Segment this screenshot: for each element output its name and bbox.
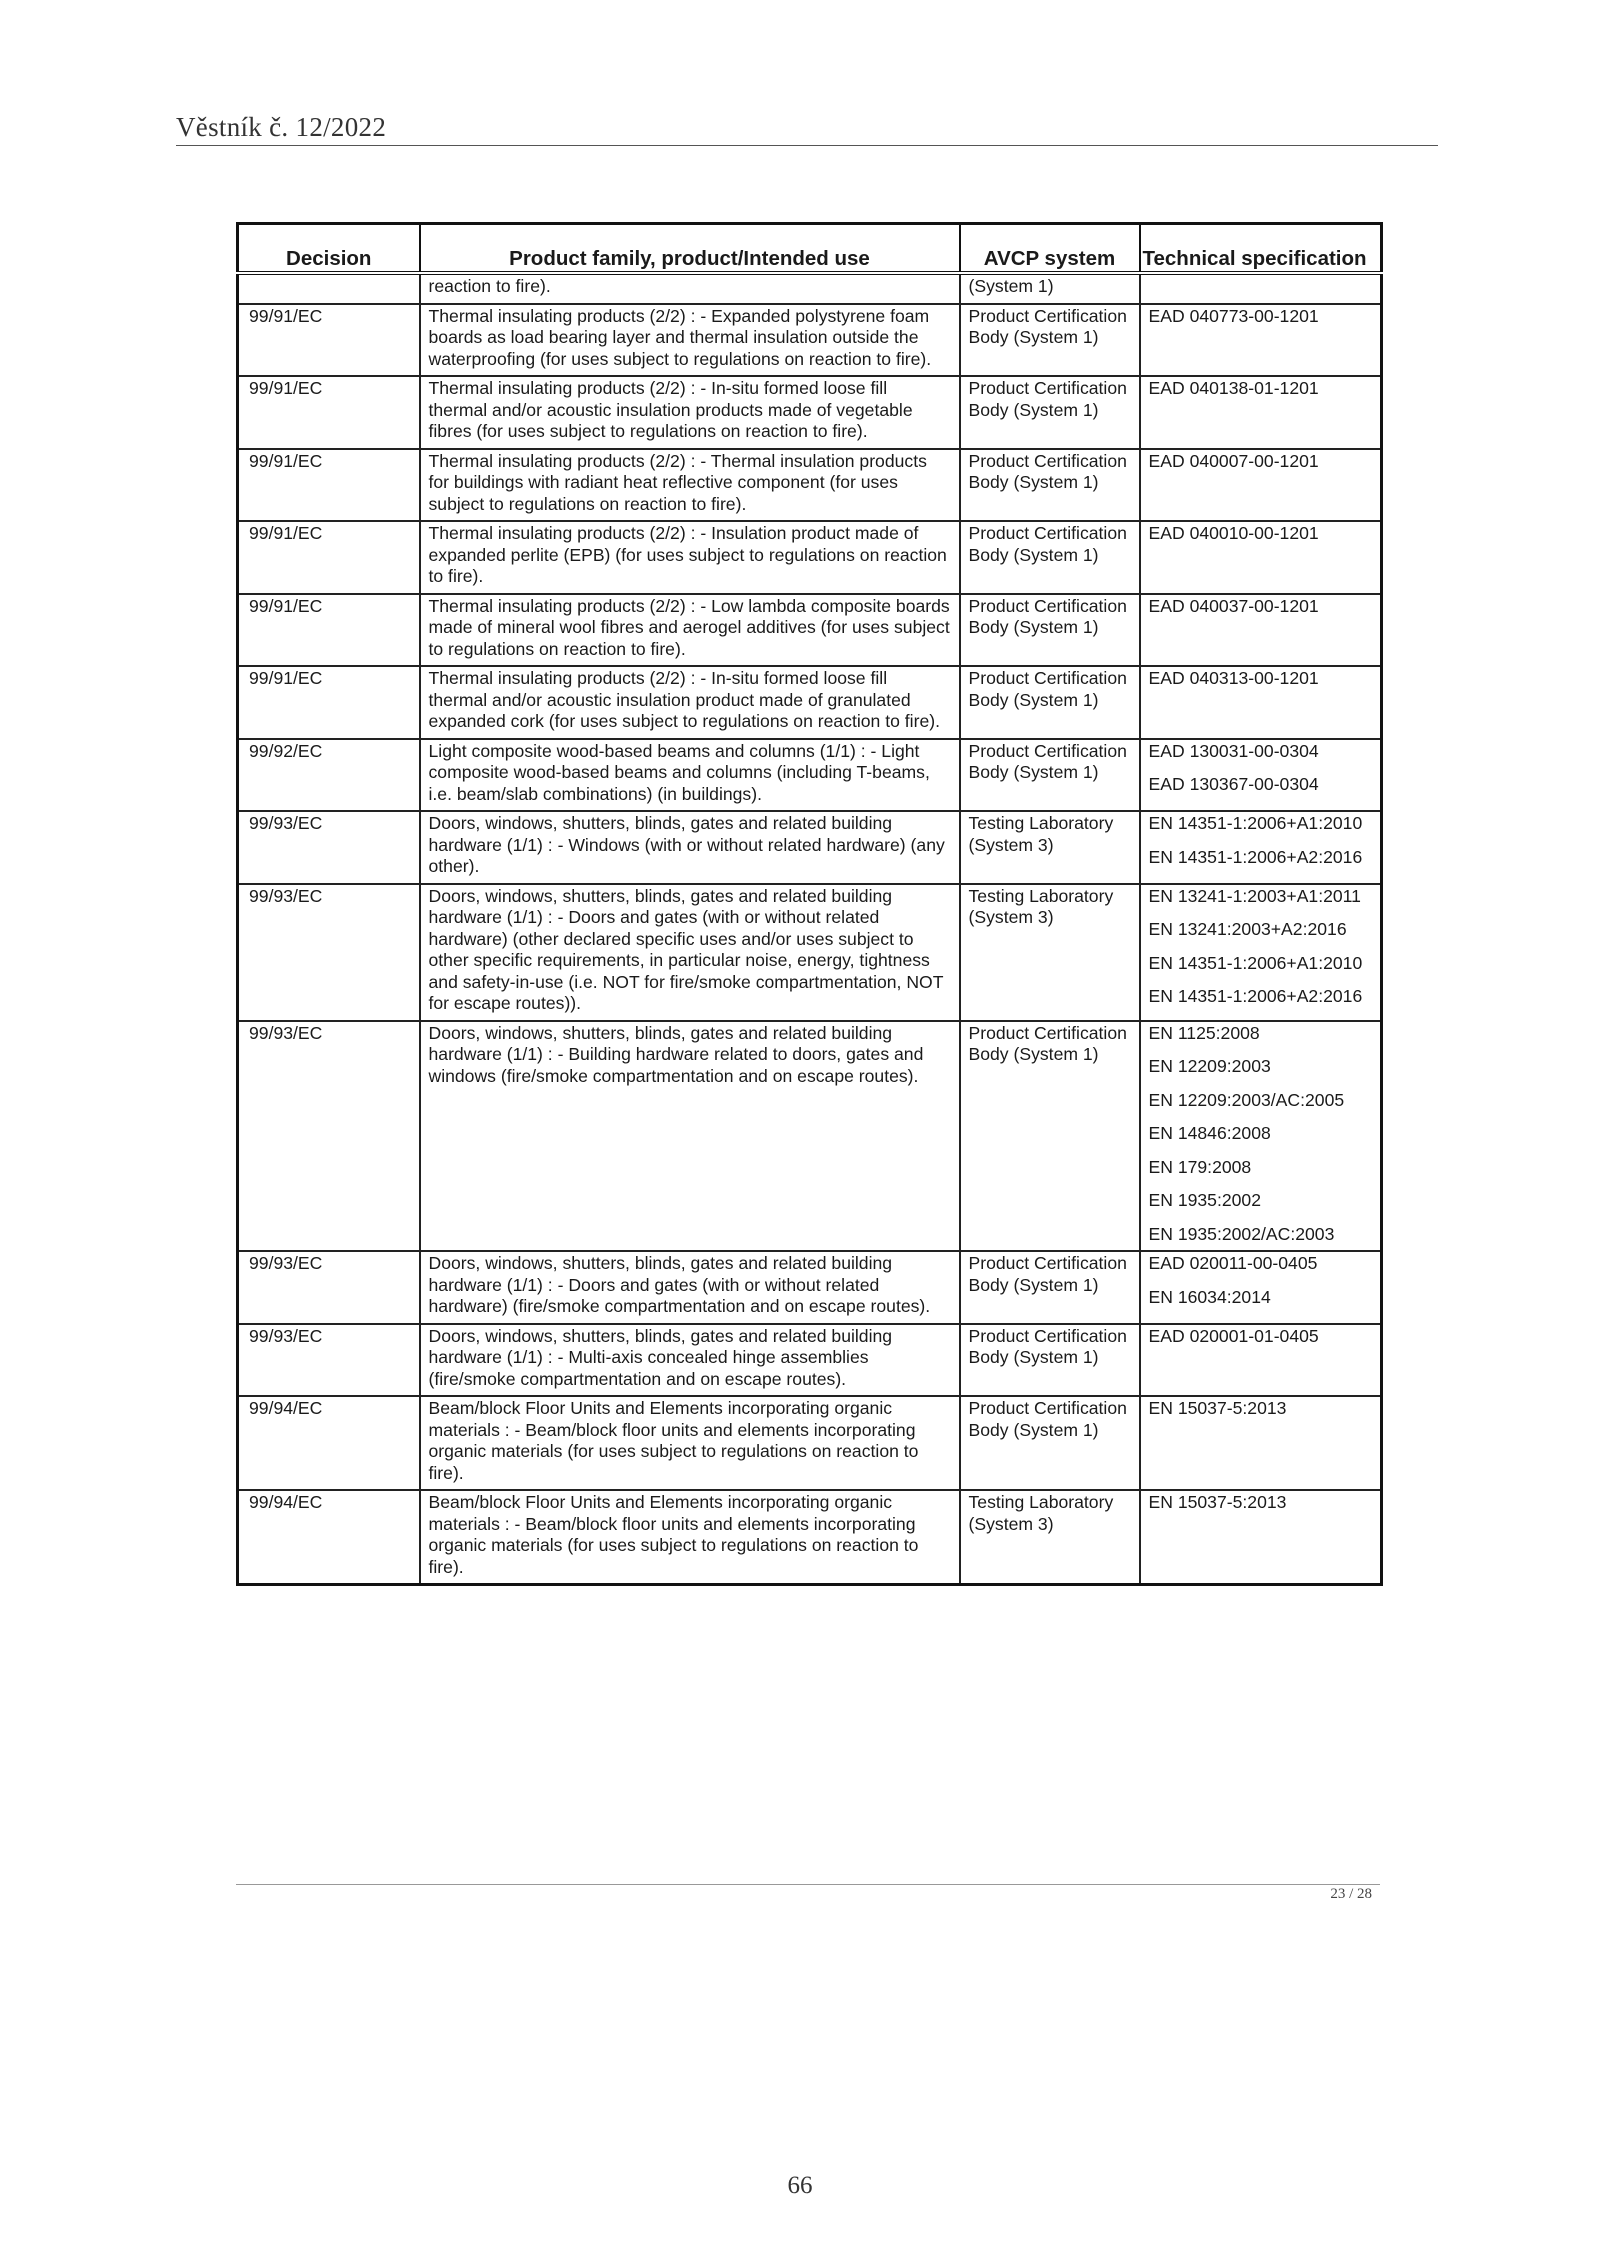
column-header-decision: Decision <box>238 224 420 274</box>
decision-cell: 99/91/EC <box>238 594 420 667</box>
product-cell: Beam/block Floor Units and Elements incorporating organic materials : - Beam/block floor units and elements incorporating organic materials (for uses subject to regulations on reaction to fire). <box>420 1396 960 1490</box>
spec-entry: EAD 040007-00-1201 <box>1148 450 1319 471</box>
product-cell: Thermal insulating products (2/2) : - Expanded polystyrene foam boards as load bearing layer and thermal insulation outside the waterproofing (for uses subject to regulations on reaction to fire). <box>420 304 960 377</box>
spec-entry: EN 15037-5:2013 <box>1148 1492 1287 1512</box>
product-cell: Thermal insulating products (2/2) : - In-situ formed loose fill thermal and/or acoustic insulation product made of granulated expanded cork (for uses subject to regulations on reaction to fire). <box>420 666 960 739</box>
avcp-cell: Product Certification Body (System 1) <box>960 594 1140 667</box>
spec-entry: EAD 040773-00-1201 <box>1148 305 1319 326</box>
footer-divider <box>236 1884 1380 1885</box>
spec-entry: EN 1935:2002 <box>1148 1190 1261 1210</box>
avcp-cell: Testing Laboratory (System 3) <box>960 811 1140 884</box>
spec-entry: EAD 040313-00-1201 <box>1148 668 1319 688</box>
decision-cell: 99/91/EC <box>238 666 420 739</box>
product-cell: Doors, windows, shutters, blinds, gates and related building hardware (1/1) : - Multi-axis concealed hinge assemblies (fire/smoke compartmentation and on escape routes). <box>420 1324 960 1397</box>
spec-entry: EN 16034:2014 <box>1148 1286 1271 1307</box>
spec-entry: EN 1935:2002/AC:2003 <box>1148 1223 1335 1244</box>
spec-entry: EN 13241:2003+A2:2016 <box>1148 919 1347 939</box>
table-header-row <box>238 224 1382 274</box>
spec-entry: EAD 130367-00-0304 <box>1148 774 1319 794</box>
technical-spec-cell <box>1140 376 1382 449</box>
spec-entry: EAD 040138-01-1201 <box>1148 378 1319 398</box>
table-row <box>238 594 1382 667</box>
technical-spec-cell <box>1140 594 1382 667</box>
table-row <box>238 739 1382 812</box>
page-number: 66 <box>787 2172 813 2199</box>
table-row <box>238 1251 1382 1324</box>
column-header-technical-spec: Technical specification <box>1140 224 1382 274</box>
decision-cell <box>238 273 420 304</box>
table-row <box>238 1396 1382 1490</box>
journal-title: Věstník č. 12/2022 <box>176 112 387 142</box>
avcp-cell: Product Certification Body (System 1) <box>960 1396 1140 1490</box>
technical-spec-cell <box>1140 1251 1382 1324</box>
spec-entry: EN 15037-5:2013 <box>1148 1398 1287 1418</box>
table-row <box>238 449 1382 522</box>
product-cell: Doors, windows, shutters, blinds, gates and related building hardware (1/1) : - Building hardware related to doors, gates and windows (fire/smoke compartmentation and on escape routes). <box>420 1021 960 1252</box>
spec-entry: EN 12209:2003 <box>1148 1056 1271 1076</box>
technical-spec-cell <box>1140 739 1382 812</box>
technical-spec-cell <box>1140 811 1382 884</box>
avcp-cell: Product Certification Body (System 1) <box>960 304 1140 377</box>
product-cell: Thermal insulating products (2/2) : - Low lambda composite boards made of mineral wool fibres and aerogel additives (for uses subject to regulations on reaction to fire). <box>420 594 960 667</box>
product-cell: Doors, windows, shutters, blinds, gates and related building hardware (1/1) : - Doors and gates (with or without related hardware) (fire/smoke compartmentation and on escape routes). <box>420 1251 960 1324</box>
decision-cell: 99/91/EC <box>238 449 420 522</box>
avcp-cell: Testing Laboratory (System 3) <box>960 1490 1140 1585</box>
decision-cell: 99/92/EC <box>238 739 420 812</box>
table-row <box>238 884 1382 1021</box>
avcp-cell: Product Certification Body (System 1) <box>960 666 1140 739</box>
avcp-cell: Testing Laboratory (System 3) <box>960 884 1140 1021</box>
technical-spec-cell <box>1140 666 1382 739</box>
avcp-cell: Product Certification Body (System 1) <box>960 739 1140 812</box>
table-row <box>238 1324 1382 1397</box>
column-header-product: Product family, product/Intended use <box>420 224 960 274</box>
table-row <box>238 1490 1382 1585</box>
product-cell: Thermal insulating products (2/2) : - In-situ formed loose fill thermal and/or acoustic insulation products made of vegetable fibres (for uses subject to regulations on reaction to fire). <box>420 376 960 449</box>
avcp-cell: (System 1) <box>960 273 1140 304</box>
avcp-cell: Product Certification Body (System 1) <box>960 1251 1140 1324</box>
specifications-table <box>236 222 1383 1586</box>
table-row <box>238 811 1382 884</box>
table-row <box>238 376 1382 449</box>
product-cell: reaction to fire). <box>420 273 960 304</box>
product-cell: Doors, windows, shutters, blinds, gates and related building hardware (1/1) : - Windows (with or without related hardware) (any other). <box>420 811 960 884</box>
spec-entry: EN 12209:2003/AC:2005 <box>1148 1089 1345 1110</box>
avcp-cell: Product Certification Body (System 1) <box>960 1324 1140 1397</box>
decision-cell: 99/94/EC <box>238 1396 420 1490</box>
spec-entry: EN 179:2008 <box>1148 1156 1252 1177</box>
product-cell: Doors, windows, shutters, blinds, gates and related building hardware (1/1) : - Doors and gates (with or without related hardware) (other declared specific uses and/or uses subject to other specific requirements, in particular noise, energy, tightness and safety-in-use (i.e. NOT for fire/smoke compartmentation, NOT for escape routes)). <box>420 884 960 1021</box>
spec-entry: EN 14351-1:2006+A2:2016 <box>1148 986 1363 1006</box>
decision-cell: 99/91/EC <box>238 521 420 594</box>
technical-spec-cell <box>1140 1490 1382 1585</box>
decision-cell: 99/93/EC <box>238 1021 420 1252</box>
decision-cell: 99/94/EC <box>238 1490 420 1585</box>
table-row <box>238 521 1382 594</box>
table-row <box>238 273 1382 304</box>
spec-entry: EN 14351-1:2006+A2:2016 <box>1148 846 1363 867</box>
header-divider <box>176 145 1438 146</box>
spec-entry: EN 14846:2008 <box>1148 1123 1271 1143</box>
table-row <box>238 666 1382 739</box>
decision-cell: 99/93/EC <box>238 1324 420 1397</box>
technical-spec-cell <box>1140 521 1382 594</box>
technical-spec-cell <box>1140 1324 1382 1397</box>
technical-spec-cell <box>1140 273 1382 304</box>
table-body <box>238 273 1382 1585</box>
avcp-cell: Product Certification Body (System 1) <box>960 521 1140 594</box>
column-header-avcp: AVCP system <box>960 224 1140 274</box>
product-cell: Thermal insulating products (2/2) : - Insulation product made of expanded perlite (EPB) (for uses subject to regulations on reaction to fire). <box>420 521 960 594</box>
avcp-cell: Product Certification Body (System 1) <box>960 376 1140 449</box>
decision-cell: 99/93/EC <box>238 884 420 1021</box>
page-of-indicator: 23 / 28 <box>1330 1886 1372 1902</box>
spec-entry: EN 14351-1:2006+A1:2010 <box>1148 813 1363 833</box>
product-cell: Thermal insulating products (2/2) : - Thermal insulation products for buildings with radiant heat reflective component (for uses subject to regulations on reaction to fire). <box>420 449 960 522</box>
product-cell: Beam/block Floor Units and Elements incorporating organic materials : - Beam/block floor units and elements incorporating organic materials (for uses subject to regulations on reaction to fire). <box>420 1490 960 1585</box>
spec-entry: EAD 040037-00-1201 <box>1148 595 1319 616</box>
spec-entry: EAD 040010-00-1201 <box>1148 523 1319 543</box>
avcp-cell: Product Certification Body (System 1) <box>960 1021 1140 1252</box>
decision-cell: 99/93/EC <box>238 1251 420 1324</box>
technical-spec-cell <box>1140 449 1382 522</box>
spec-entry: EN 13241-1:2003+A1:2011 <box>1148 885 1361 906</box>
spec-entry: EN 14351-1:2006+A1:2010 <box>1148 952 1363 973</box>
technical-spec-cell <box>1140 884 1382 1021</box>
technical-spec-cell <box>1140 304 1382 377</box>
spec-entry: EAD 020011-00-0405 <box>1148 1253 1318 1273</box>
table-row <box>238 1021 1382 1252</box>
spec-entry: EAD 130031-00-0304 <box>1148 740 1319 761</box>
technical-spec-cell <box>1140 1021 1382 1252</box>
spec-entry: EAD 020001-01-0405 <box>1148 1325 1319 1346</box>
decision-cell: 99/91/EC <box>238 376 420 449</box>
table-row <box>238 304 1382 377</box>
decision-cell: 99/91/EC <box>238 304 420 377</box>
decision-cell: 99/93/EC <box>238 811 420 884</box>
avcp-cell: Product Certification Body (System 1) <box>960 449 1140 522</box>
spec-entry: EN 1125:2008 <box>1148 1022 1260 1043</box>
technical-spec-cell <box>1140 1396 1382 1490</box>
product-cell: Light composite wood-based beams and columns (1/1) : - Light composite wood-based beams and columns (including T-beams, i.e. beam/slab combinations) (in buildings). <box>420 739 960 812</box>
